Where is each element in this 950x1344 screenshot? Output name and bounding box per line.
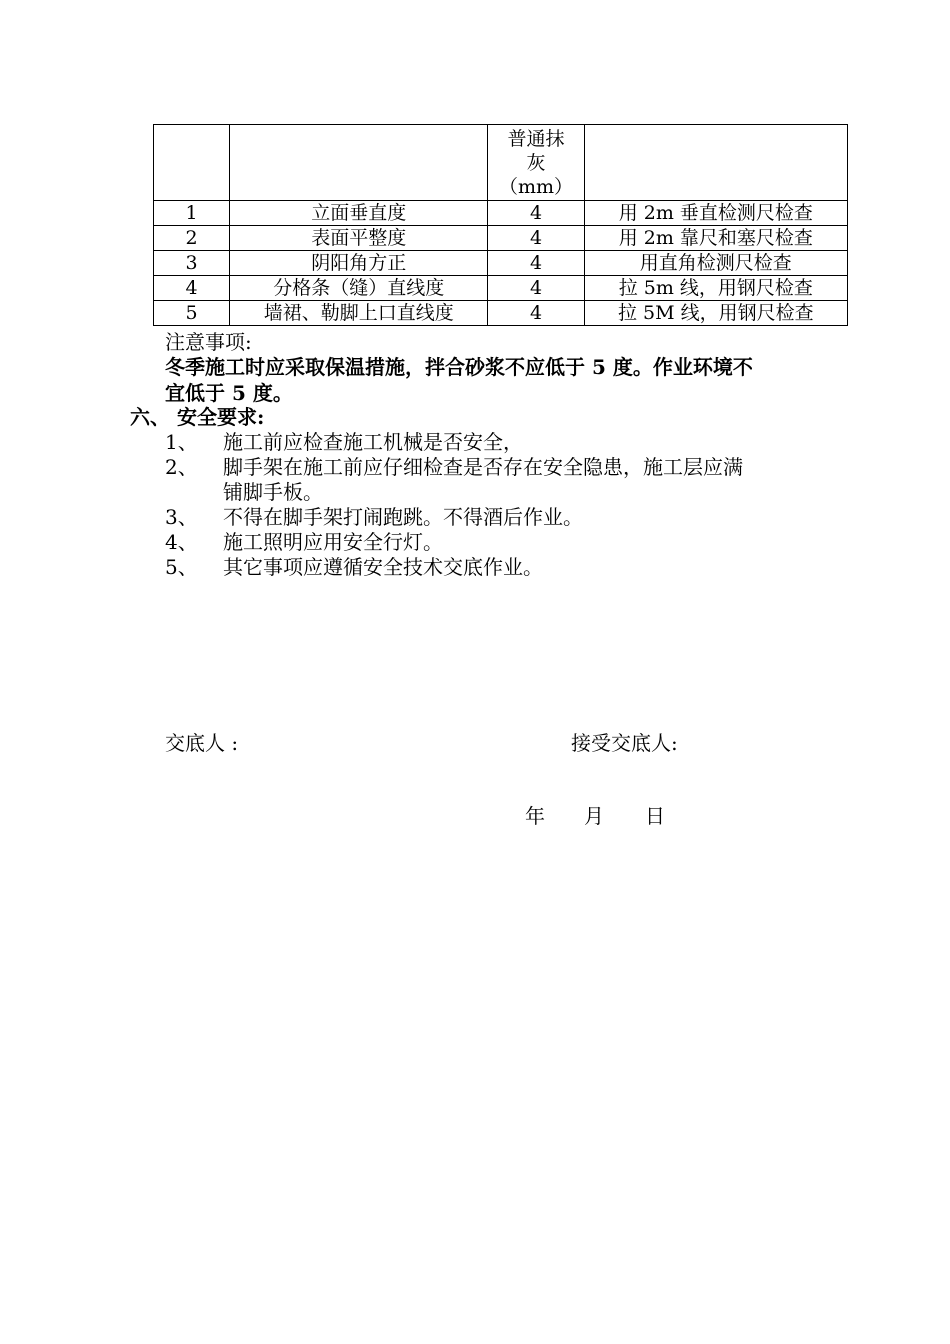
- header-tolerance-cell: [488, 125, 584, 201]
- notes-text-line1: 冬季施工时应采取保温措施，拌合砂浆不应低于 5 度。作业环境不: [165, 355, 753, 379]
- row-tolerance: 4: [488, 226, 584, 251]
- row-item: 墙裙、勒脚上口直线度: [230, 301, 488, 326]
- row-tolerance: 4: [488, 251, 584, 276]
- row-tolerance: 4: [488, 201, 584, 226]
- table-header-row: [154, 125, 848, 201]
- date-year-label: 年: [525, 804, 545, 828]
- list-item-text: 脚手架在施工前应仔细检查是否存在安全隐患，施工层应满: [223, 455, 743, 479]
- row-item: 阴阳角方正: [230, 251, 488, 276]
- list-item-text: 不得在脚手架打闹跑跳。不得酒后作业。: [223, 505, 583, 529]
- header-tolerance-line3: （mm）: [499, 175, 574, 198]
- table-row: [154, 201, 848, 226]
- safety-section-title: 六、 安全要求:: [130, 405, 265, 429]
- row-no: 2: [154, 226, 230, 251]
- notes-label: 注意事项:: [165, 330, 252, 354]
- header-tolerance-line1: 普通抹: [507, 127, 565, 150]
- list-item-text: 施工照明应用安全行灯。: [223, 530, 443, 554]
- list-item-text: 施工前应检查施工机械是否安全，: [223, 430, 523, 454]
- row-no: 4: [154, 276, 230, 301]
- row-no: 5: [154, 301, 230, 326]
- notes-text-line2: 宜低于 5 度。: [165, 381, 293, 405]
- header-tolerance-line2: 灰: [526, 151, 546, 174]
- row-no: 1: [154, 201, 230, 226]
- table-row: [154, 251, 848, 276]
- row-method: 用 2m 靠尺和塞尺检查: [584, 226, 847, 251]
- list-item-text: 其它事项应遵循安全技术交底作业。: [223, 555, 543, 579]
- header-method-cell: [584, 125, 847, 201]
- header-item-cell: [230, 125, 488, 201]
- header-no-cell: [154, 125, 230, 201]
- list-item-number: 5、: [165, 555, 198, 579]
- row-method: 用 2m 垂直检测尺检查: [584, 201, 847, 226]
- list-item-number: 1、: [165, 430, 198, 454]
- row-tolerance: 4: [488, 301, 584, 326]
- table-row: [154, 276, 848, 301]
- row-tolerance: 4: [488, 276, 584, 301]
- list-item-number: 4、: [165, 530, 198, 554]
- date-day-label: 日: [645, 804, 665, 828]
- row-item: 立面垂直度: [230, 201, 488, 226]
- tolerance-table: [153, 124, 848, 326]
- table-row: [154, 301, 848, 326]
- receiver-signature-label: 接受交底人:: [571, 731, 678, 755]
- list-item-number: 3、: [165, 505, 198, 529]
- row-method: 用直角检测尺检查: [584, 251, 847, 276]
- row-no: 3: [154, 251, 230, 276]
- row-method: 拉 5M 线，用钢尺检查: [584, 301, 847, 326]
- row-method: 拉 5m 线，用钢尺检查: [584, 276, 847, 301]
- list-item-text-continued: 铺脚手板。: [223, 480, 323, 504]
- row-item: 表面平整度: [230, 226, 488, 251]
- date-month-label: 月: [584, 804, 604, 828]
- row-item: 分格条（缝）直线度: [230, 276, 488, 301]
- presenter-signature-label: 交底人 :: [165, 731, 239, 755]
- table-row: [154, 226, 848, 251]
- list-item-number: 2、: [165, 455, 198, 479]
